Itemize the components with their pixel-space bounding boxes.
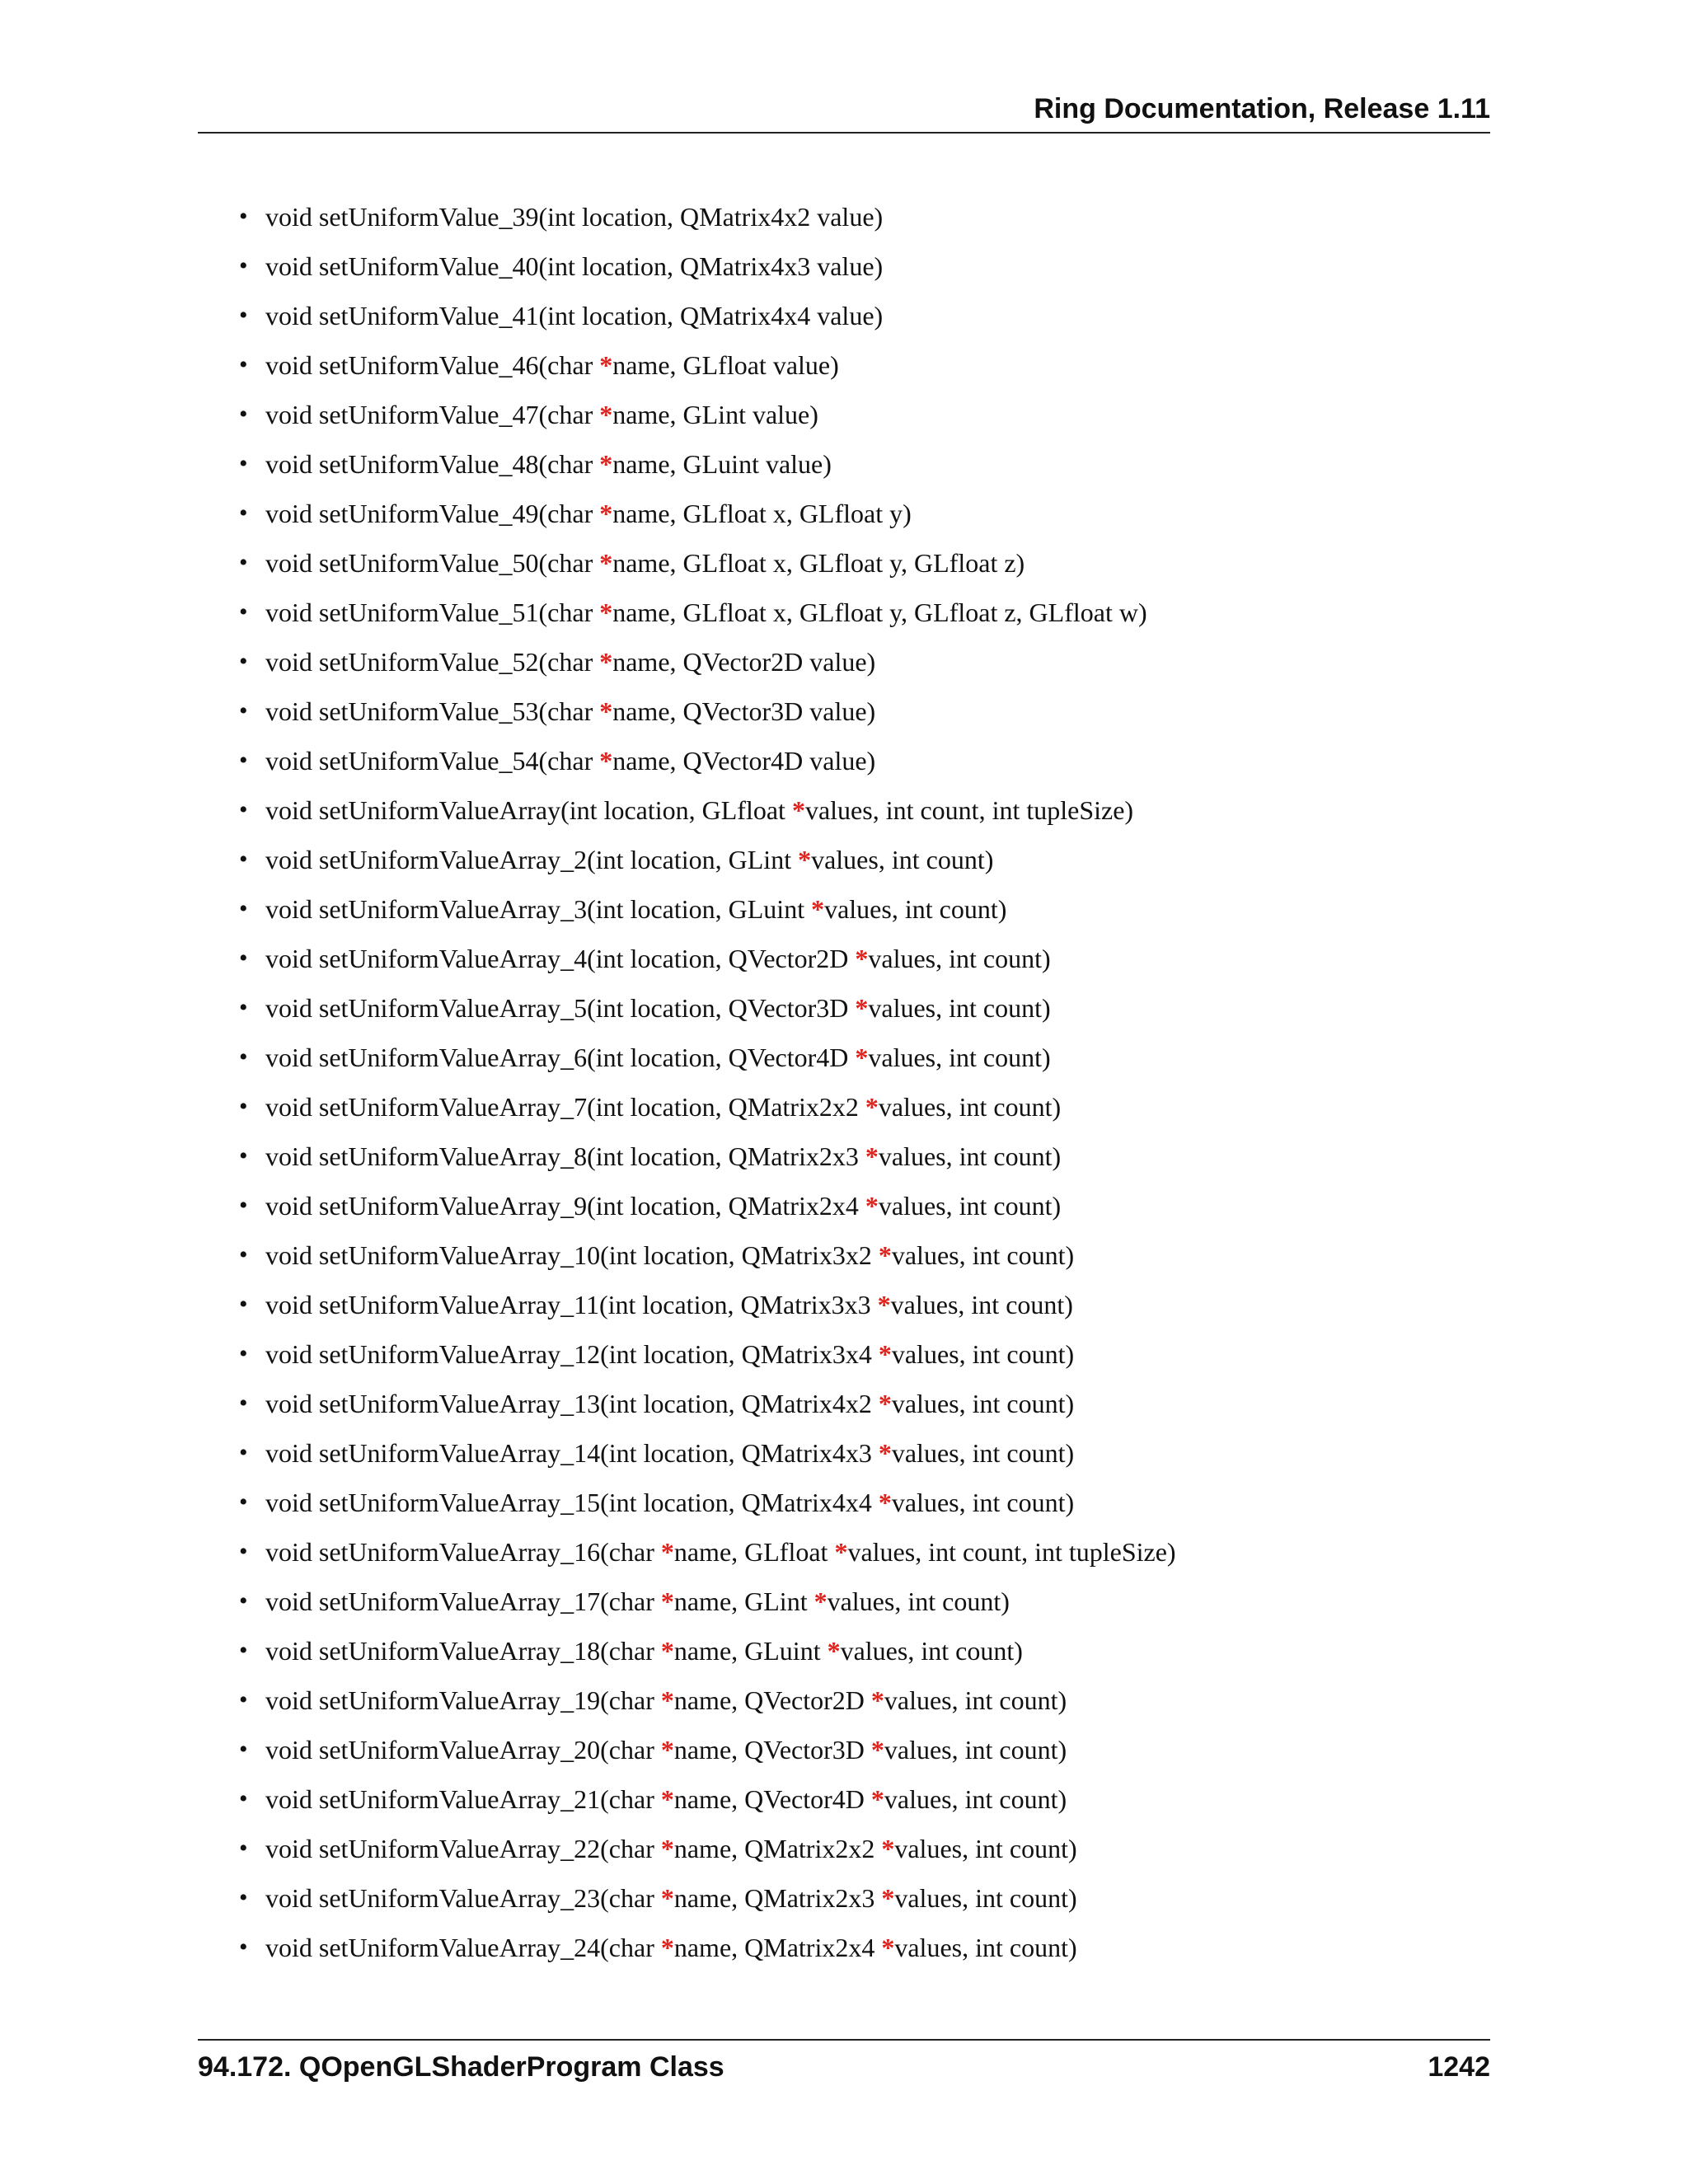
function-signature: void setUniformValueArray_22(char *name, QMatrix2x2 *values, int count) [265,1834,1077,1863]
list-item [239,542,1176,592]
function-signature: void setUniformValue_50(char *name, GLfloat x, GLfloat y, GLfloat z) [265,548,1025,578]
bullet-icon: • [239,252,248,279]
list-item [239,1383,1176,1432]
function-signature: void setUniformValueArray_10(int location, QMatrix3x2 *values, int count) [265,1240,1075,1270]
bullet-icon: • [239,1637,248,1664]
document-title: Ring Documentation, Release 1.11 [1034,93,1490,124]
function-signature: void setUniformValueArray_17(char *name, GLint *values, int count) [265,1586,1010,1616]
list-item [239,1729,1176,1779]
function-signature: void setUniformValue_46(char *name, GLfloat value) [265,350,839,380]
function-signature: void setUniformValue_51(char *name, GLfloat x, GLfloat y, GLfloat z, GLfloat w) [265,598,1147,627]
bullet-icon: • [239,1538,248,1565]
page-number: 1242 [1428,2051,1490,2083]
list-item [239,1877,1176,1927]
bullet-icon: • [239,1142,248,1169]
function-signature: void setUniformValue_49(char *name, GLfloat x, GLfloat y) [265,499,912,528]
list-item [239,394,1176,443]
function-signature: void setUniformValue_39(int location, QMatrix4x2 value) [265,202,884,232]
bullet-icon: • [239,1835,248,1862]
list-item [239,1185,1176,1235]
function-signature: void setUniformValue_41(int location, QMatrix4x4 value) [265,301,884,330]
list-item [239,493,1176,542]
bullet-icon: • [239,846,248,873]
function-signature: void setUniformValueArray_13(int location, QMatrix4x2 *values, int count) [265,1389,1075,1418]
bullet-icon: • [239,1736,248,1763]
bullet-icon: • [239,450,248,477]
function-signature: void setUniformValue_52(char *name, QVector2D value) [265,647,876,677]
bullet-icon: • [239,747,248,774]
list-item [239,1284,1176,1333]
function-signature: void setUniformValueArray_23(char *name, QMatrix2x3 *values, int count) [265,1883,1077,1913]
bullet-icon: • [239,401,248,428]
bullet-icon: • [239,203,248,230]
function-signature: void setUniformValueArray_18(char *name, GLuint *values, int count) [265,1636,1023,1666]
function-signature: void setUniformValueArray_5(int location, QVector3D *values, int count) [265,993,1051,1023]
function-signature: void setUniformValueArray_11(int location, QMatrix3x3 *values, int count) [265,1290,1073,1319]
function-signature: void setUniformValueArray_16(char *name, GLfloat *values, int count, int tupleSize) [265,1537,1176,1567]
section-title: 94.172. QOpenGLShaderProgram Class [198,2051,724,2083]
bullet-icon: • [239,1587,248,1615]
function-signature: void setUniformValueArray_20(char *name, QVector3D *values, int count) [265,1735,1067,1765]
bullet-icon: • [239,1686,248,1713]
list-item [239,1432,1176,1482]
list-item [239,1235,1176,1284]
function-signature: void setUniformValueArray_2(int location, GLint *values, int count) [265,845,994,874]
bullet-icon: • [239,598,248,626]
list-item [239,344,1176,394]
list-item [239,1482,1176,1531]
bullet-icon: • [239,895,248,922]
list-item [239,641,1176,691]
list-item [239,691,1176,740]
list-item [239,1828,1176,1877]
list-item [239,1531,1176,1581]
list-item [239,1333,1176,1383]
list-item [239,443,1176,493]
bullet-icon: • [239,1291,248,1318]
bullet-icon: • [239,648,248,675]
bullet-icon: • [239,1043,248,1071]
list-item [239,295,1176,344]
function-signature: void setUniformValueArray_3(int location, GLuint *values, int count) [265,894,1007,924]
function-signature: void setUniformValue_53(char *name, QVector3D value) [265,696,876,726]
function-signature: void setUniformValueArray_19(char *name, QVector2D *values, int count) [265,1685,1067,1715]
bullet-icon: • [239,1192,248,1219]
list-item [239,196,1176,246]
list-item [239,1086,1176,1136]
list-item [239,1680,1176,1729]
list-item [239,1927,1176,1976]
list-item [239,1630,1176,1680]
list-item [239,740,1176,790]
bullet-icon: • [239,1241,248,1268]
function-signature-list [239,196,1176,1976]
list-item [239,839,1176,888]
list-item [239,246,1176,295]
function-signature: void setUniformValueArray_4(int location, QVector2D *values, int count) [265,944,1051,973]
function-signature: void setUniformValueArray_21(char *name, QVector4D *values, int count) [265,1784,1067,1814]
list-item [239,938,1176,987]
function-signature: void setUniformValueArray_6(int location, QVector4D *values, int count) [265,1043,1051,1072]
bullet-icon: • [239,549,248,576]
function-signature: void setUniformValueArray_7(int location, QMatrix2x2 *values, int count) [265,1092,1062,1122]
function-signature: void setUniformValueArray(int location, GLfloat *values, int count, int tupleSize) [265,795,1134,825]
list-item [239,1779,1176,1828]
bullet-icon: • [239,302,248,329]
list-item [239,888,1176,938]
bullet-icon: • [239,1785,248,1812]
bullet-icon: • [239,1884,248,1911]
function-signature: void setUniformValue_47(char *name, GLint value) [265,400,818,429]
function-signature: void setUniformValue_54(char *name, QVector4D value) [265,746,876,776]
bullet-icon: • [239,1093,248,1120]
list-item [239,1136,1176,1185]
function-signature: void setUniformValueArray_8(int location, QMatrix2x3 *values, int count) [265,1141,1062,1171]
bullet-icon: • [239,1933,248,1961]
function-signature: void setUniformValue_40(int location, QMatrix4x3 value) [265,251,884,281]
list-item [239,1581,1176,1630]
bullet-icon: • [239,1439,248,1466]
function-signature: void setUniformValue_48(char *name, GLuint value) [265,449,832,479]
function-signature: void setUniformValueArray_14(int location, QMatrix4x3 *values, int count) [265,1438,1075,1468]
bullet-icon: • [239,944,248,972]
bullet-icon: • [239,1488,248,1516]
list-item [239,1037,1176,1086]
list-item [239,790,1176,839]
bullet-icon: • [239,351,248,378]
bullet-icon: • [239,499,248,527]
page-header [198,92,1490,134]
function-signature: void setUniformValueArray_9(int location, QMatrix2x4 *values, int count) [265,1191,1062,1221]
page-footer [198,2039,1490,2083]
bullet-icon: • [239,1340,248,1367]
function-signature: void setUniformValueArray_12(int location, QMatrix3x4 *values, int count) [265,1339,1075,1369]
bullet-icon: • [239,1390,248,1417]
bullet-icon: • [239,796,248,823]
list-item [239,592,1176,641]
function-signature: void setUniformValueArray_24(char *name, QMatrix2x4 *values, int count) [265,1933,1077,1962]
bullet-icon: • [239,994,248,1021]
list-item [239,987,1176,1037]
bullet-icon: • [239,697,248,724]
function-signature: void setUniformValueArray_15(int location, QMatrix4x4 *values, int count) [265,1488,1075,1517]
